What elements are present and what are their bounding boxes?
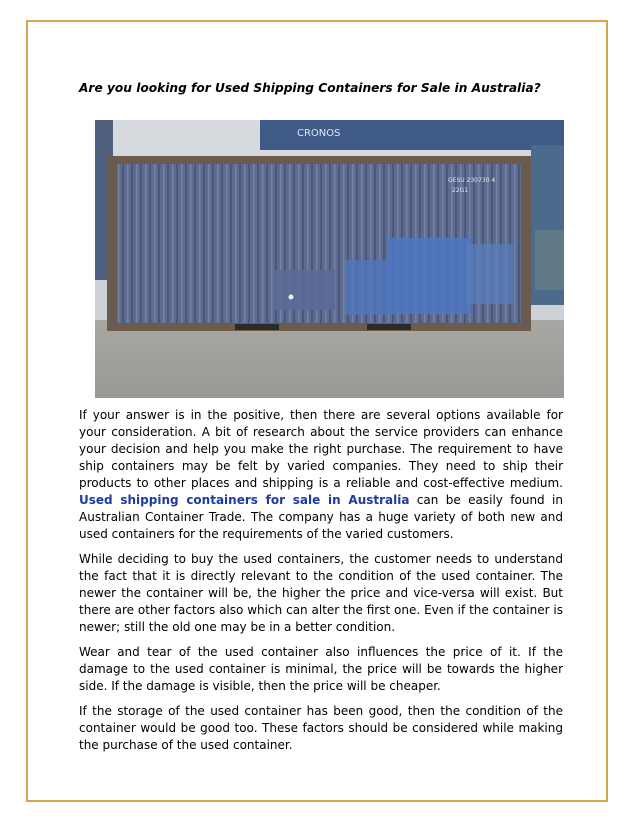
container-photo bbox=[95, 120, 564, 398]
paragraph-3: Wear and tear of the used container also influences the price of it. If the damage to the used container is minimal, the price will be towards the higher side. If the damage is visible, then the price will be cheaper. bbox=[79, 645, 563, 693]
ground bbox=[95, 320, 564, 398]
container-subcode: 22G1 bbox=[452, 187, 469, 194]
paragraph-1: If your answer is in the positive, then there are several options available for your consideration. A bit of research about the service providers can enhance your decision and help you make the right purchase. The requirement to have ship containers may be felt by varied companies. They need to ship their products to other places and shipping is a reliable and cost-effective medium. Used shipping containers for sale in Australia can be easily found in Australian Container Trade. The company has a huge variety of both new and used containers for the requirements of the varied customers. bbox=[79, 408, 563, 541]
article-header bbox=[79, 80, 563, 97]
paragraph-2: While deciding to buy the used containers, the customer needs to understand the fact that it is directly relevant to the condition of the used container. The newer the container will be, the higher the price and vice-versa will exist. But there are other factors also which can alter the first one. Even if the container is newer; still the old one may be in a better condition. bbox=[79, 552, 563, 634]
paragraph-4: If the storage of the used container has been good, then the condition of the container would be good too. These factors should be considered while making the purchase of the used container. bbox=[79, 704, 563, 752]
used-containers-link[interactable]: Used shipping containers for sale in Australia bbox=[79, 493, 410, 507]
article-body bbox=[79, 407, 563, 762]
brand-text: CRONOS bbox=[297, 128, 341, 139]
page-title: Are you looking for Used Shipping Containers for Sale in Australia? bbox=[79, 81, 541, 95]
shipping-container bbox=[107, 156, 531, 331]
container-code: GESU 230730 4 bbox=[448, 177, 496, 184]
